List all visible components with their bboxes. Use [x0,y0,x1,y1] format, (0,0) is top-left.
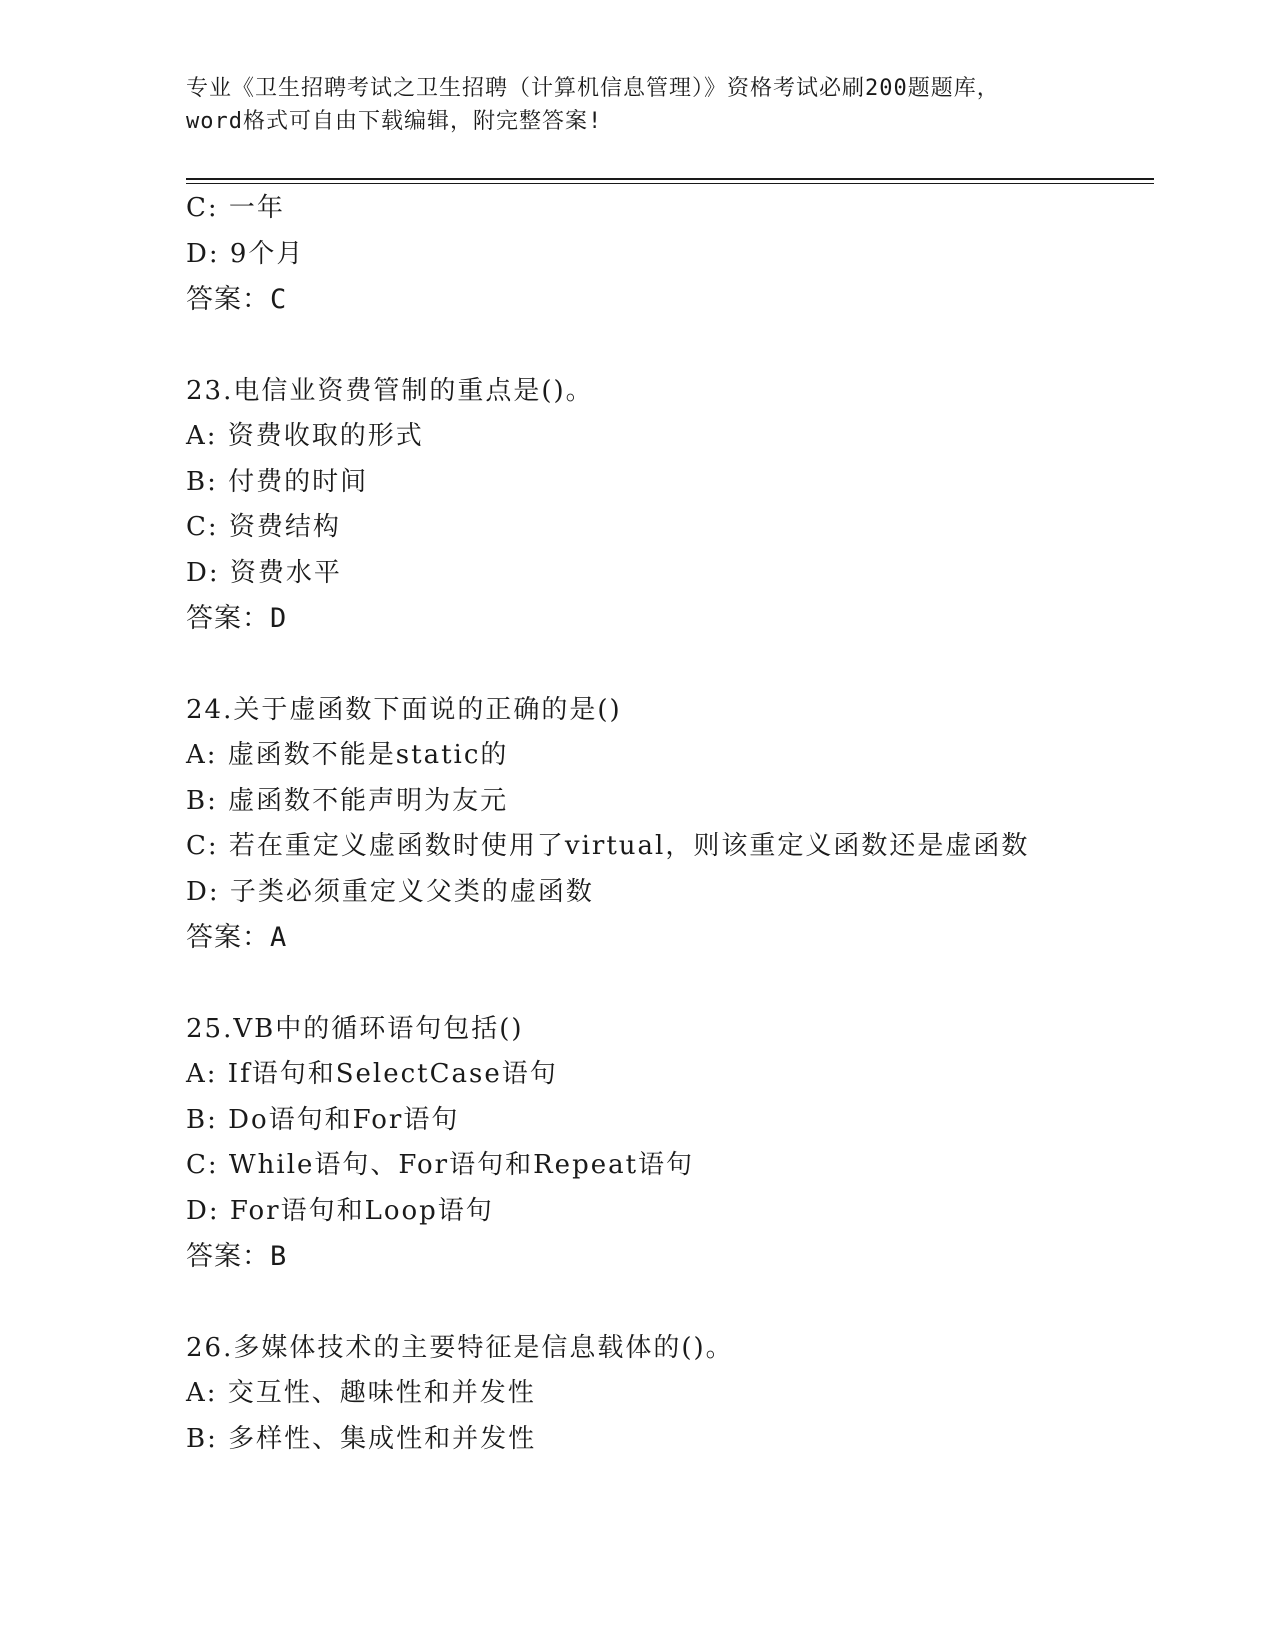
option-d: D: 资费水平 [186,557,342,588]
question-stem: 24.关于虚函数下面说的正确的是() [186,694,622,725]
option-c: C: 若在重定义虚函数时使用了virtual，则该重定义函数还是虚函数 [186,831,1030,861]
header-line-1: 专业《卫生招聘考试之卫生招聘（计算机信息管理）》资格考试必刷200题题库， [186,76,1000,101]
option-b: B: Do语句和For语句 [186,1104,460,1135]
option-d: D: For语句和Loop语句 [186,1195,494,1226]
answer-line: 答案：D [186,603,288,634]
header-line-2: word格式可自由下载编辑，附完整答案! [186,109,603,134]
answer-line: 答案：C [186,284,288,315]
option-b: B: 虚函数不能声明为友元 [186,785,509,816]
option-a: A: If语句和SelectCase语句 [186,1059,558,1089]
question-block-23 [186,369,1154,642]
option-d: D: 子类必须重定义父类的虚函数 [186,876,594,907]
option-a: A: 资费收取的形式 [186,421,424,451]
option-c: C: 资费结构 [186,512,341,542]
question-block-24 [186,688,1154,961]
header-rule-thin [186,183,1154,184]
question-stem: 25.VB中的循环语句包括() [186,1013,524,1044]
option-b: B: 付费的时间 [186,466,369,497]
question-list [186,186,1154,1462]
header-rule-thick [186,178,1154,180]
option-c: C: While语句、For语句和Repeat语句 [186,1150,695,1180]
answer-line: 答案：B [186,1241,288,1272]
question-stem: 26.多媒体技术的主要特征是信息载体的()。 [186,1332,734,1363]
option-d: D: 9个月 [186,238,305,269]
question-block-25 [186,1007,1154,1280]
option-c: C: 一年 [186,193,285,223]
question-stem: 23.电信业资费管制的重点是()。 [186,375,594,406]
option-b: B: 多样性、集成性和并发性 [186,1423,537,1454]
question-block-prev [186,186,1154,323]
question-block-26 [186,1326,1154,1463]
document-header [186,72,1086,138]
answer-line: 答案：A [186,922,288,953]
option-a: A: 交互性、趣味性和并发性 [186,1378,536,1408]
option-a: A: 虚函数不能是static的 [186,740,509,770]
